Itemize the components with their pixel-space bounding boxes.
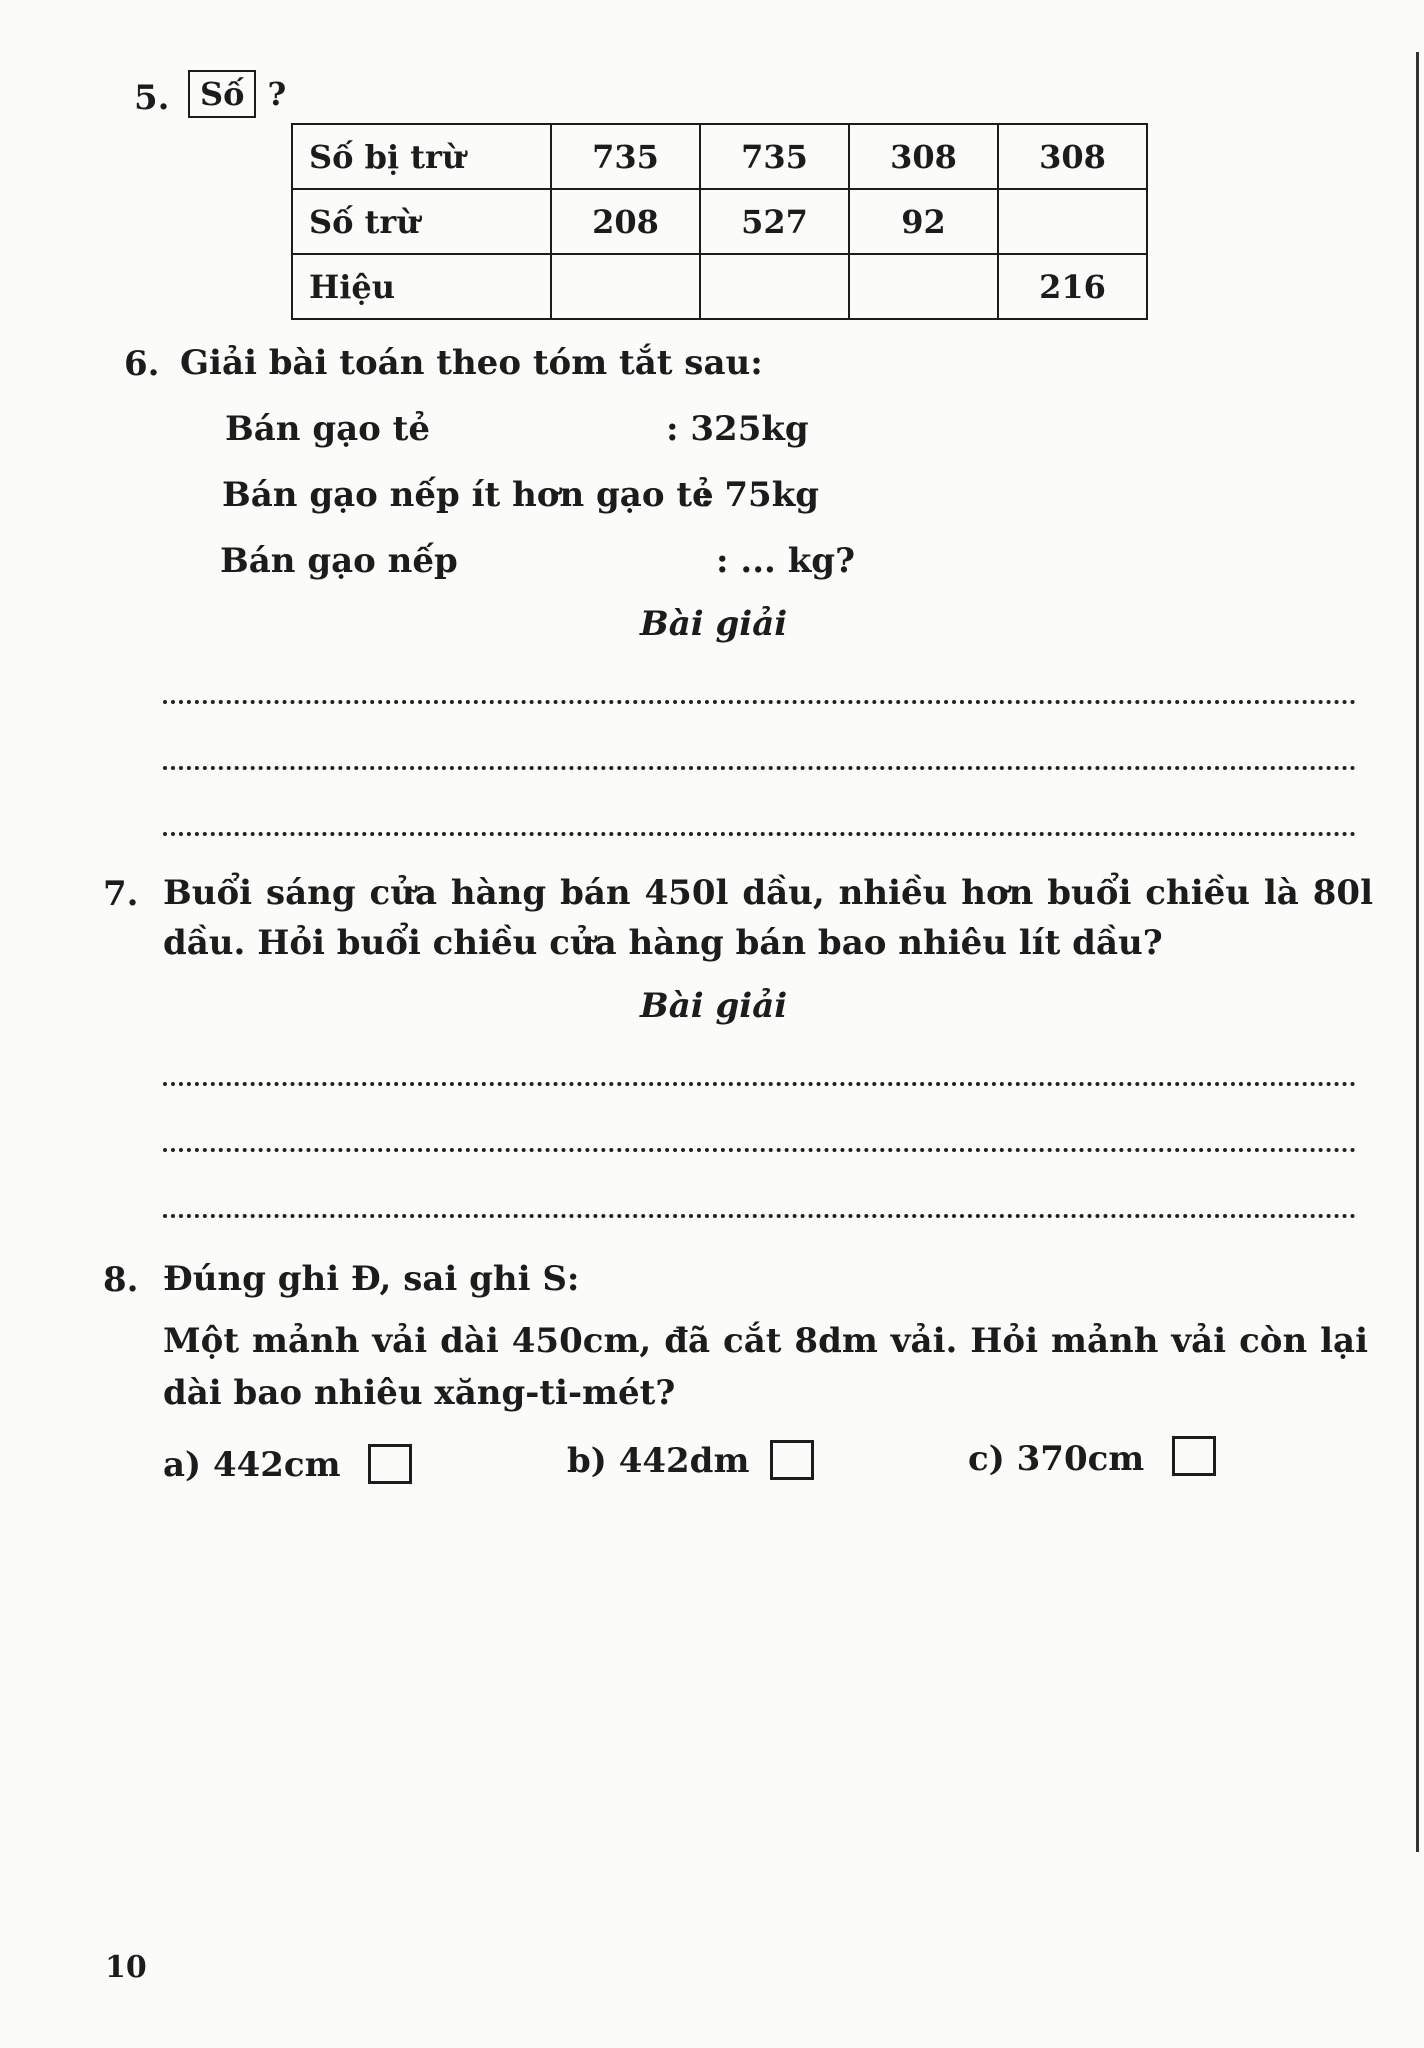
row-header: Số bị trừ (292, 124, 551, 189)
answer-line[interactable] (163, 1144, 1356, 1152)
table-row (292, 189, 1147, 254)
ex8-prompt: Đúng ghi Đ, sai ghi S: (163, 1259, 580, 1299)
answer-line[interactable] (163, 696, 1356, 704)
summary-label: Bán gạo nếp ít hơn gạo tẻ (222, 475, 714, 515)
row-header: Hiệu (292, 254, 551, 319)
table-cell[interactable] (998, 189, 1147, 254)
table-cell: 527 (700, 189, 849, 254)
ex6-prompt: Giải bài toán theo tóm tắt sau: (180, 343, 763, 383)
option-c-checkbox[interactable] (1172, 1436, 1216, 1476)
summary-value: : 75kg (700, 475, 820, 515)
ex7-line1: Buổi sáng cửa hàng bán 450l dầu, nhiều hơn buổi chiều là 80l (163, 873, 1373, 913)
scan-edge (1416, 52, 1419, 1852)
ex7-number: 7. (103, 874, 139, 914)
option-label: c) 370cm (968, 1439, 1145, 1479)
table-cell[interactable] (849, 254, 998, 319)
ex5-number: 5. (134, 78, 170, 118)
table-cell: 92 (849, 189, 998, 254)
table-cell: 735 (551, 124, 700, 189)
table-cell[interactable] (700, 254, 849, 319)
answer-line[interactable] (163, 1078, 1356, 1086)
table-cell: 735 (700, 124, 849, 189)
row-header: Số trừ (292, 189, 551, 254)
table-row (292, 254, 1147, 319)
ex5-question-mark: ? (267, 75, 287, 113)
answer-line[interactable] (163, 1210, 1356, 1218)
answer-line[interactable] (163, 828, 1356, 836)
ex7-line2: dầu. Hỏi buổi chiều cửa hàng bán bao nhiêu lít dầu? (163, 923, 1163, 963)
table-cell: 208 (551, 189, 700, 254)
option-label: a) 442cm (163, 1445, 341, 1485)
answer-line[interactable] (163, 762, 1356, 770)
ex8-line1: Một mảnh vải dài 450cm, đã cắt 8dm vải. Hỏi mảnh vải còn lại (163, 1321, 1368, 1361)
ex6-solution-heading: Bài giải (640, 604, 788, 644)
table-cell: 308 (998, 124, 1147, 189)
ex6-number: 6. (124, 344, 160, 384)
summary-label: Bán gạo tẻ (225, 409, 430, 449)
summary-value: : 325kg (666, 409, 809, 449)
table-cell: 308 (849, 124, 998, 189)
option-b-checkbox[interactable] (770, 1440, 814, 1480)
ex8-number: 8. (103, 1260, 139, 1300)
ex5-boxed-label: Số (188, 70, 256, 118)
option-a-checkbox[interactable] (368, 1444, 412, 1484)
subtraction-table (291, 123, 1148, 320)
ex7-solution-heading: Bài giải (640, 986, 788, 1026)
ex8-line2: dài bao nhiêu xăng-ti-mét? (163, 1373, 676, 1413)
summary-label: Bán gạo nếp (220, 541, 458, 581)
table-cell[interactable] (551, 254, 700, 319)
page-number: 10 (105, 1950, 147, 1985)
table-cell: 216 (998, 254, 1147, 319)
summary-value: : ... kg? (716, 541, 855, 581)
ex5-title (188, 70, 286, 118)
table-row (292, 124, 1147, 189)
option-label: b) 442dm (567, 1441, 750, 1481)
